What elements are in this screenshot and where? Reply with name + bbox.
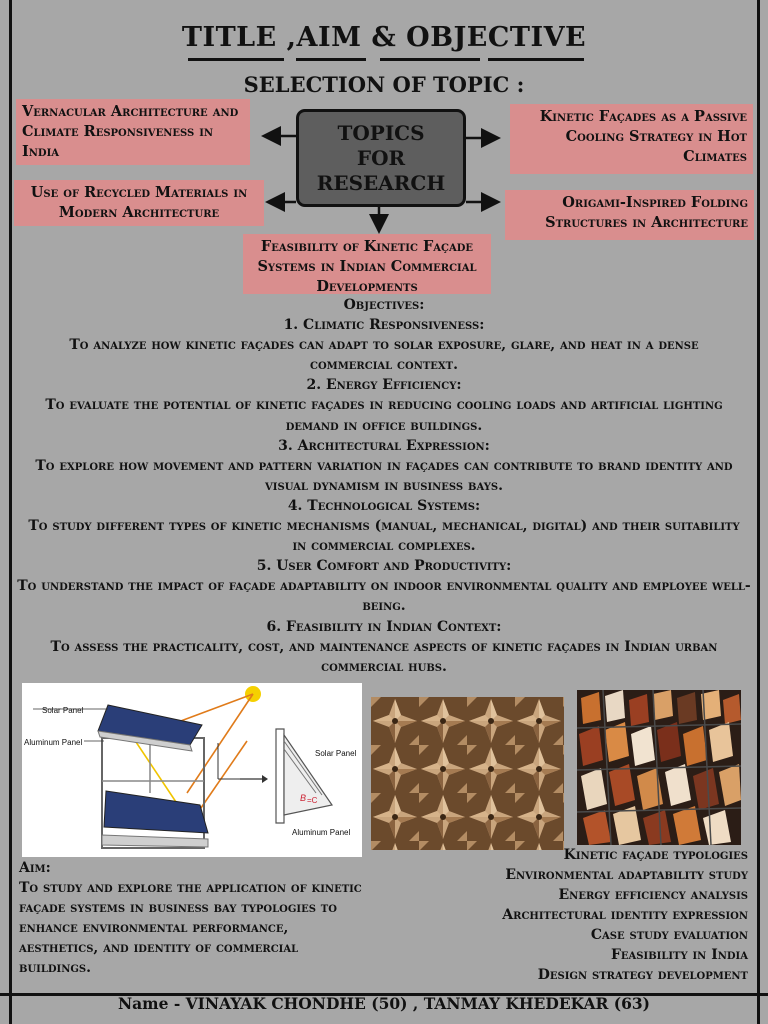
topic-box-vernacular: Vernacular Architecture and Climate Responsiveness in India [16,99,250,165]
objective-4-text: To study different types of kinetic mechanisms (manual, mechanical, digital) and their suitability in commercial complexes. [28,518,740,555]
page-subtitle: SELECTION OF TOPIC : [243,72,525,97]
objective-4-title: 4. Technological Systems: [287,497,481,514]
scope-item: Kinetic façade typologies [563,847,748,863]
scope-list [418,845,748,985]
scope-item: Architectural identity expression [502,907,748,923]
diagram-label-solar-panel-2: Solar Panel [315,749,357,758]
topic-box-recycled: Use of Recycled Materials in Modern Architecture [14,180,264,226]
objective-2-title: 2. Energy Efficiency: [306,377,462,394]
objective-5-title: 5. User Comfort and Productivity: [256,558,512,575]
objective-1-text: To analyze how kinetic façades can adapt to solar exposure, glare, and heat in a dense commercial context. [69,337,699,374]
aim-text: To study and explore the application of kinetic façade systems in business bay typologies to enhance environmental performance, aesthetics, and identity of commercial buildings. [19,880,362,976]
objectives-section [10,295,758,677]
aim-section [19,858,369,978]
objective-5-text: To understand the impact of façade adaptability on indoor environmental quality and employee well-being. [17,578,751,615]
objective-2-text: To evaluate the potential of kinetic façades in reducing cooling loads and artificial lighting demand in office buildings. [45,397,723,434]
scope-item: Design strategy development [537,967,748,983]
aim-heading: Aim: [19,860,51,876]
objective-6-text: To assess the practicality, cost, and maintenance aspects of kinetic façades in Indian urban commercial hubs. [50,638,718,675]
diagram-label-aluminum-panel-1: Aluminum Panel [24,738,83,747]
diagram-label-aluminum-panel-2: Aluminum Panel [292,828,351,837]
origami-facade-photo [371,697,564,850]
objective-6-title: 6. Feasibility in Indian Context: [266,618,502,635]
topic-box-kinetic-feasibility: Feasibility of Kinetic Façade Systems in Indian Commercial Developments [243,234,491,294]
svg-text:=C: =C [307,796,318,805]
title-underline-4 [488,58,584,61]
title-underline-1 [188,58,284,61]
title-underline-2 [296,58,366,61]
diagram-label-solar-panel-1: Solar Panel [42,706,84,715]
topics-center-label: TOPICS FOR RESEARCH [316,120,446,195]
scope-item: Energy efficiency analysis [558,887,748,903]
scope-item: Environmental adaptability study [505,867,748,883]
topic-box-origami: Origami-Inspired Folding Structures in Architecture [505,190,754,240]
svg-text:B: B [300,793,307,803]
title-underline-3 [380,58,480,61]
objective-3-title: 3. Architectural Expression: [278,437,490,454]
topics-center-box [296,109,466,207]
kinetic-fins-facade-photo [577,690,741,845]
scope-item: Case study evaluation [590,927,748,943]
page-title: TITLE ,AIM & OBJECTIVE [181,22,587,53]
topic-box-passive-cooling: Kinetic Façades as a Passive Cooling Strategy in Hot Climates [510,104,753,174]
student-names: Name - VINAYAK CHONDHE (50) , TANMAY KHEDEKAR (63) [117,994,651,1013]
kinetic-solar-facade-diagram [22,683,362,857]
objectives-heading: Objectives: [343,297,425,313]
objective-1-title: 1. Climatic Responsiveness: [283,317,485,334]
objective-3-text: To explore how movement and pattern variation in façades can contribute to brand identity and visual dynamism in business bays. [35,457,733,494]
scope-item: Feasibility in India [610,947,748,963]
